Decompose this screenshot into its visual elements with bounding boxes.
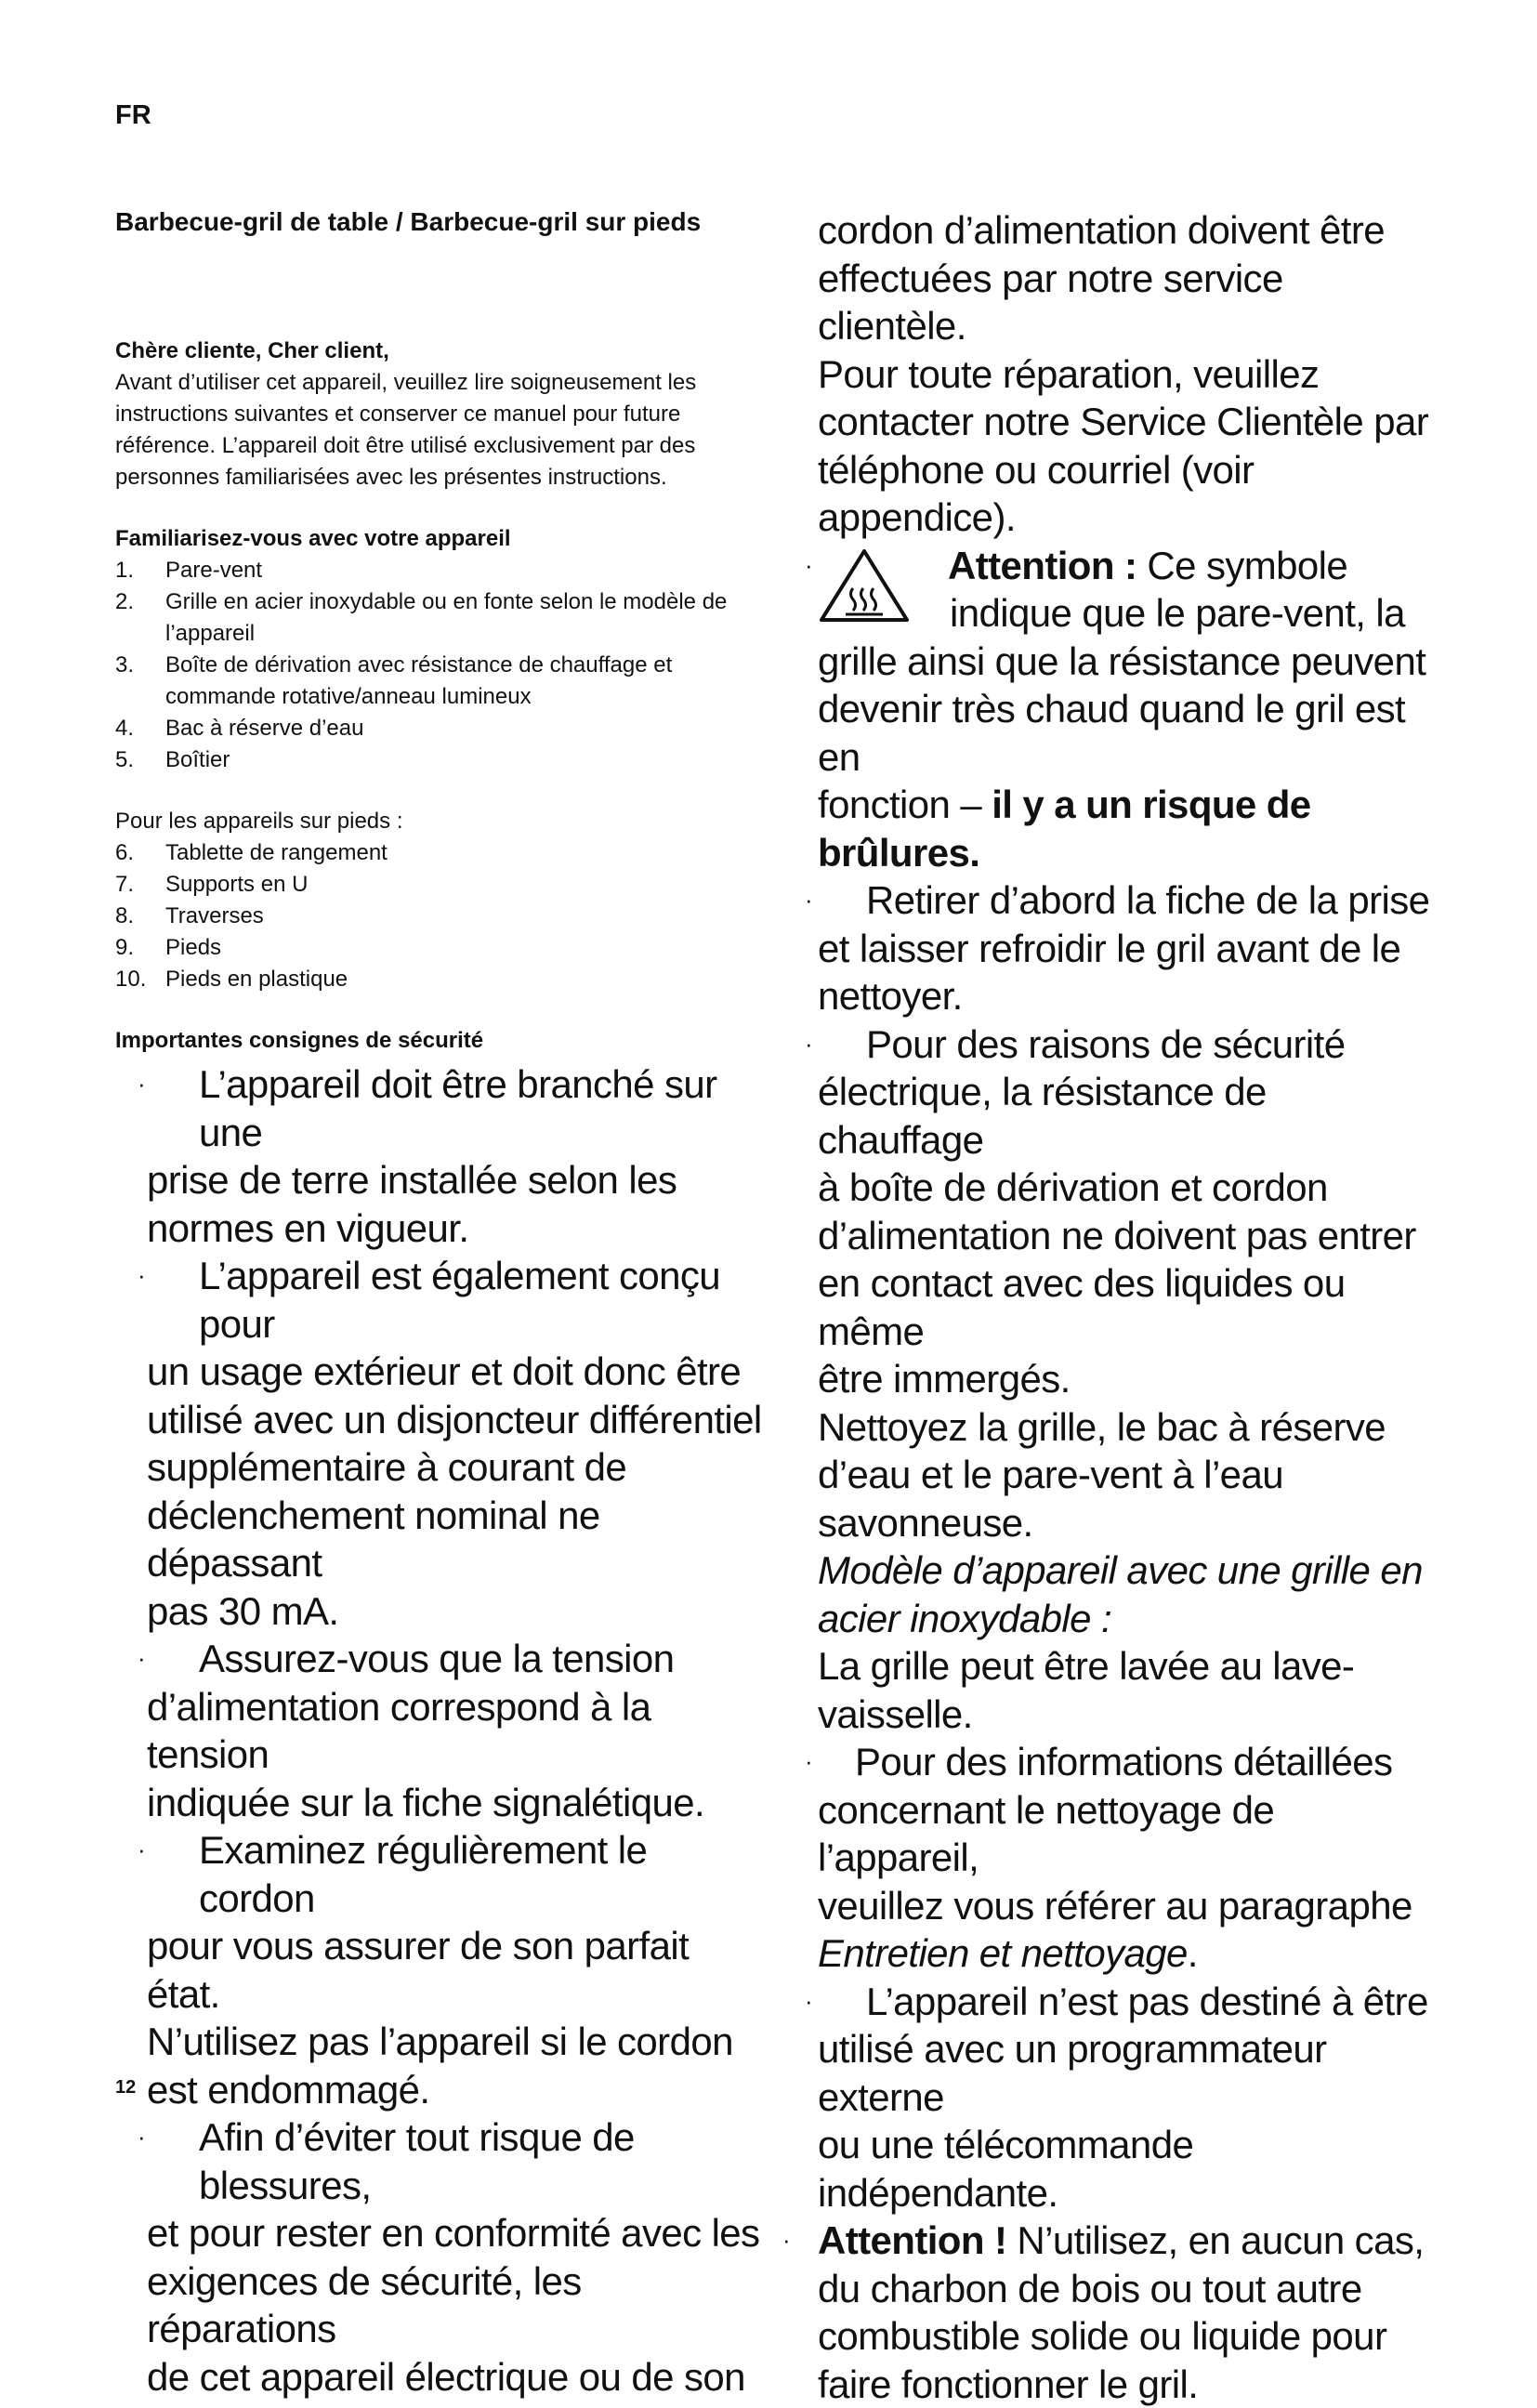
bullet-dot: · <box>805 1747 813 1775</box>
safety-bullet: · Pour des informations détaillées concernant le nettoyage de l’appareil, veuillez vous référer au paragraphe Entretien et nettoyage. <box>805 1740 1412 1975</box>
repair-continuation: cordon d’alimentation doivent être effectuées par notre service clientèle. Pour toute réparation, veuillez contacter notre Service Clientèle par téléphone ou courriel (voir appendice). <box>818 208 1429 539</box>
list-item: 7. Supports en U <box>115 872 309 897</box>
safety-bullet: · Retirer d’abord la fiche de la prise et laisser refroidir le gril avant de le nettoyer. <box>805 878 1430 1018</box>
hot-surface-warning-icon <box>818 547 911 624</box>
safety-bullet: · L’appareil n’est pas destiné à être utilisé avec un programmateur externe ou une télécommande indépendante. <box>805 1979 1428 2215</box>
safety-bullet: · Assurez-vous que la tension d’alimentation correspond à la tension indiquée sur la fiche signalétique. <box>138 1637 705 1824</box>
bullet-dot: · <box>138 1261 146 1289</box>
list-item: 9. Pieds <box>115 935 222 960</box>
safety-bullet: · L’appareil est également conçu pour un usage extérieur et doit donc être utilisé avec un disjoncteur différentiel supplémentaire à courant de déclenchement nominal ne dépassant pas 30 mA. <box>138 1254 762 1633</box>
bullet-dot: · <box>138 2123 146 2151</box>
charcoal-warning: · Attention ! N’utilisez, en aucun cas, du charbon de bois ou tout autre combustible solide ou liquide pour faire fonctionner le gril. <box>782 2218 1425 2406</box>
safety-heading: Importantes consignes de sécurité <box>115 1028 484 1053</box>
bullet-dot: · <box>805 1029 813 1058</box>
safety-section <box>115 1025 766 2401</box>
intro-section <box>115 336 766 493</box>
intro-line: Avant d’utiliser cet appareil, veuillez lire soigneusement les <box>115 370 697 395</box>
list-item: 10. Pieds en plastique <box>115 967 348 992</box>
safety-bullet: · Pour des raisons de sécurité électrique, la résistance de chauffage à boîte de dérivation et cordon d’alimentation ne doivent pas entrer en contact avec des liquides ou même être immergés. Nettoyez la grille, le bac à réserve d’eau et le pare-vent à l’eau savonneuse. Modèle d’appareil avec une grille en acier inoxydable : La grille peut être lavée au lave- vaisselle. <box>805 1021 1423 1736</box>
parts-section <box>115 523 766 995</box>
intro-line: instructions suivantes et conserver ce manuel pour future <box>115 401 681 427</box>
list-item: 5. Boîtier <box>115 747 230 772</box>
page-title: Barbecue-gril de table / Barbecue-gril sur pieds <box>115 207 702 236</box>
bullet-dot: · <box>805 550 813 579</box>
page-number: 12 <box>115 2077 137 2098</box>
list-item: 8. Traverses <box>115 903 264 928</box>
safety-bullet: · Afin d’éviter tout risque de blessures, et pour rester en conformité avec les exigences de sécurité, les réparations de cet appareil électrique ou de son <box>138 2115 760 2399</box>
bullet-dot: · <box>138 1070 146 1098</box>
list-item: 3. Boîte de dérivation avec résistance de chauffage et commande rotative/anneau lumineux <box>115 652 673 709</box>
list-item: 1. Pare-vent <box>115 558 263 583</box>
feet-parts-list <box>115 837 766 995</box>
bullet-dot: · <box>782 2226 791 2254</box>
language-label: FR <box>115 100 151 130</box>
bullet-dot: · <box>138 1644 146 1672</box>
list-item: 6. Tablette de rangement <box>115 840 388 865</box>
warning-line: indique que le pare-vent, la <box>950 590 1405 635</box>
bullet-dot: · <box>805 886 813 914</box>
safety-bullet: · Examinez régulièrement le cordon pour vous assurer de son parfait état. N’utilisez pas l’appareil si le cordon est endommagé. <box>138 1828 733 2112</box>
cross-reference: Entretien et nettoyage <box>818 1931 1188 1975</box>
bullet-dot: · <box>805 1986 813 2015</box>
hot-surface-warning: · Attention : Ce symbole indique que le pare-vent, la grille ainsi que la résistance peuvent devenir très chaud quand le gril est en fonction – il y a un risque de brûlures. <box>818 542 1431 877</box>
safety-bullet: · L’appareil doit être branché sur une prise de terre installée selon les normes en vigueur. <box>138 1062 717 1250</box>
parts-heading: Familiarisez-vous avec votre appareil <box>115 526 511 551</box>
safety-bullets-left <box>115 1060 766 2401</box>
bullet-dot: · <box>138 1836 146 1863</box>
parts-list <box>115 555 766 776</box>
left-column <box>115 206 766 2401</box>
greeting: Chère cliente, Cher client, <box>115 338 389 363</box>
intro-line: référence. L’appareil doit être utilisé exclusivement par des <box>115 433 696 458</box>
intro-line: personnes familiarisées avec les présentes instructions. <box>115 465 667 490</box>
right-column <box>782 206 1431 2408</box>
list-item: 2. Grille en acier inoxydable ou en fonte selon le modèle de l’appareil <box>115 589 728 646</box>
list-item: 4. Bac à réserve d’eau <box>115 716 364 741</box>
warning-line: fonction – il y a un risque de <box>818 783 1311 826</box>
feet-intro: Pour les appareils sur pieds : <box>115 809 403 834</box>
warning-line: Attention : Ce symbole <box>948 543 1348 587</box>
